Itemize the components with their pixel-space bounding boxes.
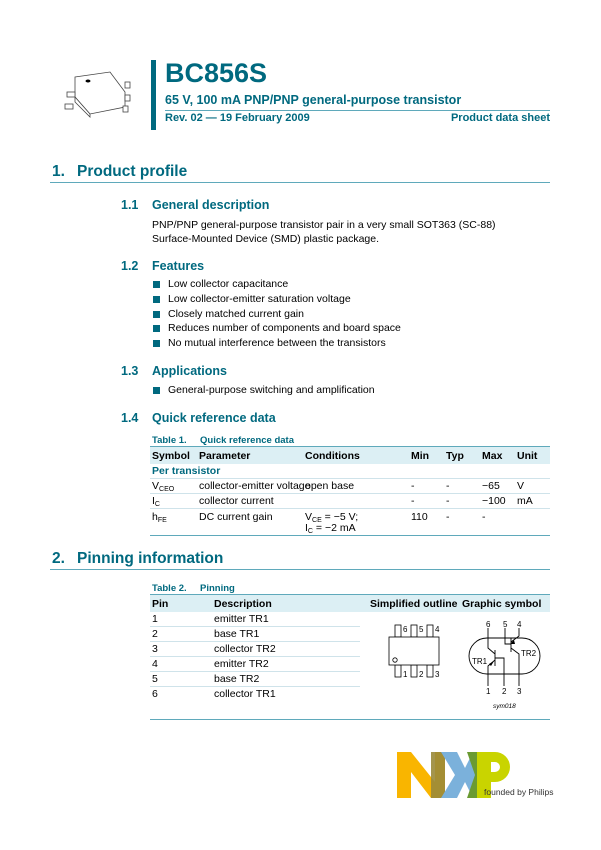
pin-number: 2 (152, 628, 158, 640)
subsection-title: Features (152, 259, 205, 273)
page-title: BC856S (165, 58, 268, 88)
pin-description: base TR1 (214, 628, 260, 640)
section-number: 1. (52, 163, 65, 180)
symbol-pin-label: 2 (502, 687, 507, 695)
section-title: Product profile (77, 163, 188, 180)
table-cell-symbol: $V_{CEO}$ (152, 480, 175, 493)
divider (150, 686, 360, 687)
divider (150, 671, 360, 672)
pin-number: 6 (152, 688, 158, 700)
outline-pin-label: 5 (419, 625, 424, 634)
table-cell: −65 (482, 480, 500, 492)
table-cell: 110 (411, 511, 428, 523)
table-cell: - (482, 511, 486, 523)
column-header: Conditions (305, 450, 360, 462)
subsection-number: 1.4 (121, 411, 139, 425)
description-text: PNP/PNP general-purpose transistor pair in a very small SOT363 (SC-88) (152, 219, 496, 231)
table-cell: - (411, 495, 415, 507)
simplified-outline-diagram (385, 620, 445, 682)
table-cell: open base (305, 480, 355, 492)
pin-description: collector TR1 (214, 688, 276, 700)
pin-number: 3 (152, 643, 158, 655)
table-cell: −100 (482, 495, 506, 507)
bullet-icon (153, 340, 160, 347)
package-image (55, 62, 135, 122)
divider (150, 719, 550, 720)
table-cell: - (446, 480, 450, 492)
application-item: General-purpose switching and amplification (168, 384, 375, 396)
feature-item: No mutual interference between the transistors (168, 337, 386, 349)
outline-pin-label: 2 (419, 670, 424, 679)
divider (150, 535, 550, 536)
feature-item: Low collector capacitance (168, 278, 289, 290)
table-label: Table 2. (152, 583, 187, 594)
table-cell: V (517, 480, 525, 492)
transistor-label: TR2 (521, 649, 537, 658)
table-label: Table 1. (152, 435, 187, 446)
subsection-number: 1.2 (121, 259, 139, 273)
table-cell: collector-emitter voltage (199, 480, 311, 492)
column-header: Symbol (152, 450, 190, 462)
table-cell: $V_{CE} = -5$ V; (305, 511, 359, 524)
column-header: Graphic symbol (462, 598, 542, 610)
pin-number: 5 (152, 673, 158, 685)
column-header: Unit (517, 450, 538, 462)
table-cell: - (446, 495, 450, 507)
table-group-label: Per transistor (152, 465, 221, 477)
pin-description: base TR2 (214, 673, 260, 685)
divider (150, 656, 360, 657)
symbol-reference: sym018 (493, 703, 516, 710)
revision: Rev. 02 — 19 February 2009 (165, 112, 310, 124)
title-accent-bar (151, 60, 156, 130)
subsection-number: 1.3 (121, 364, 139, 378)
doc-type: Product data sheet (450, 112, 550, 124)
column-header: Min (411, 450, 430, 462)
bullet-icon (153, 387, 160, 394)
symbol-pin-label: 6 (486, 620, 491, 629)
feature-item: Closely matched current gain (168, 308, 304, 320)
feature-item: Low collector-emitter saturation voltage (168, 293, 351, 305)
logo-tagline: founded by Philips (484, 787, 554, 797)
subsection-title: Applications (152, 364, 228, 378)
divider (150, 493, 550, 494)
column-header: Parameter (199, 450, 251, 462)
table-caption: Pinning (200, 583, 235, 594)
bullet-icon (153, 325, 160, 332)
column-header: Max (482, 450, 503, 462)
column-header: Simplified outline (370, 598, 458, 610)
table-cell: collector current (199, 495, 274, 507)
table-cell: - (446, 511, 450, 523)
bullet-icon (153, 281, 160, 288)
divider (150, 478, 550, 479)
table-cell: mA (517, 495, 533, 507)
symbol-pin-label: 5 (503, 620, 508, 629)
symbol-pin-label: 1 (486, 687, 491, 695)
column-header: Typ (446, 450, 464, 462)
table-cell: $I_C = -2$ mA (305, 522, 356, 535)
symbol-pin-label: 3 (517, 687, 522, 695)
column-header: Description (214, 598, 272, 610)
divider (150, 508, 550, 509)
pin-description: collector TR2 (214, 643, 276, 655)
graphic-symbol-diagram (467, 620, 542, 695)
outline-pin-label: 1 (403, 670, 408, 679)
table-cell: DC current gain (199, 511, 273, 523)
pin-description: emitter TR1 (214, 613, 269, 625)
divider (165, 110, 550, 111)
section-number: 2. (52, 550, 65, 567)
pin-number: 4 (152, 658, 158, 670)
outline-pin-label: 3 (435, 670, 440, 679)
divider (50, 182, 550, 183)
table-cell: - (411, 480, 415, 492)
outline-pin-label: 6 (403, 625, 408, 634)
table-cell-symbol: $I_C$ (152, 495, 160, 508)
description-text: Surface-Mounted Device (SMD) plastic package. (152, 233, 380, 245)
transistor-label: TR1 (472, 657, 488, 666)
table-caption: Quick reference data (200, 435, 294, 446)
outline-pin-label: 4 (435, 625, 440, 634)
divider (150, 626, 360, 627)
feature-item: Reduces number of components and board space (168, 322, 401, 334)
column-header: Pin (152, 598, 169, 610)
subsection-title: General description (152, 198, 270, 212)
table-cell-symbol: $h_{FE}$ (152, 511, 167, 524)
pin-description: emitter TR2 (214, 658, 269, 670)
divider (50, 569, 550, 570)
symbol-pin-label: 4 (517, 620, 522, 629)
subtitle: 65 V, 100 mA PNP/PNP general-purpose transistor (165, 93, 462, 107)
subsection-number: 1.1 (121, 198, 139, 212)
bullet-icon (153, 296, 160, 303)
subsection-title: Quick reference data (152, 411, 276, 425)
section-title: Pinning information (77, 550, 224, 567)
divider (150, 641, 360, 642)
bullet-icon (153, 311, 160, 318)
pin-number: 1 (152, 613, 158, 625)
